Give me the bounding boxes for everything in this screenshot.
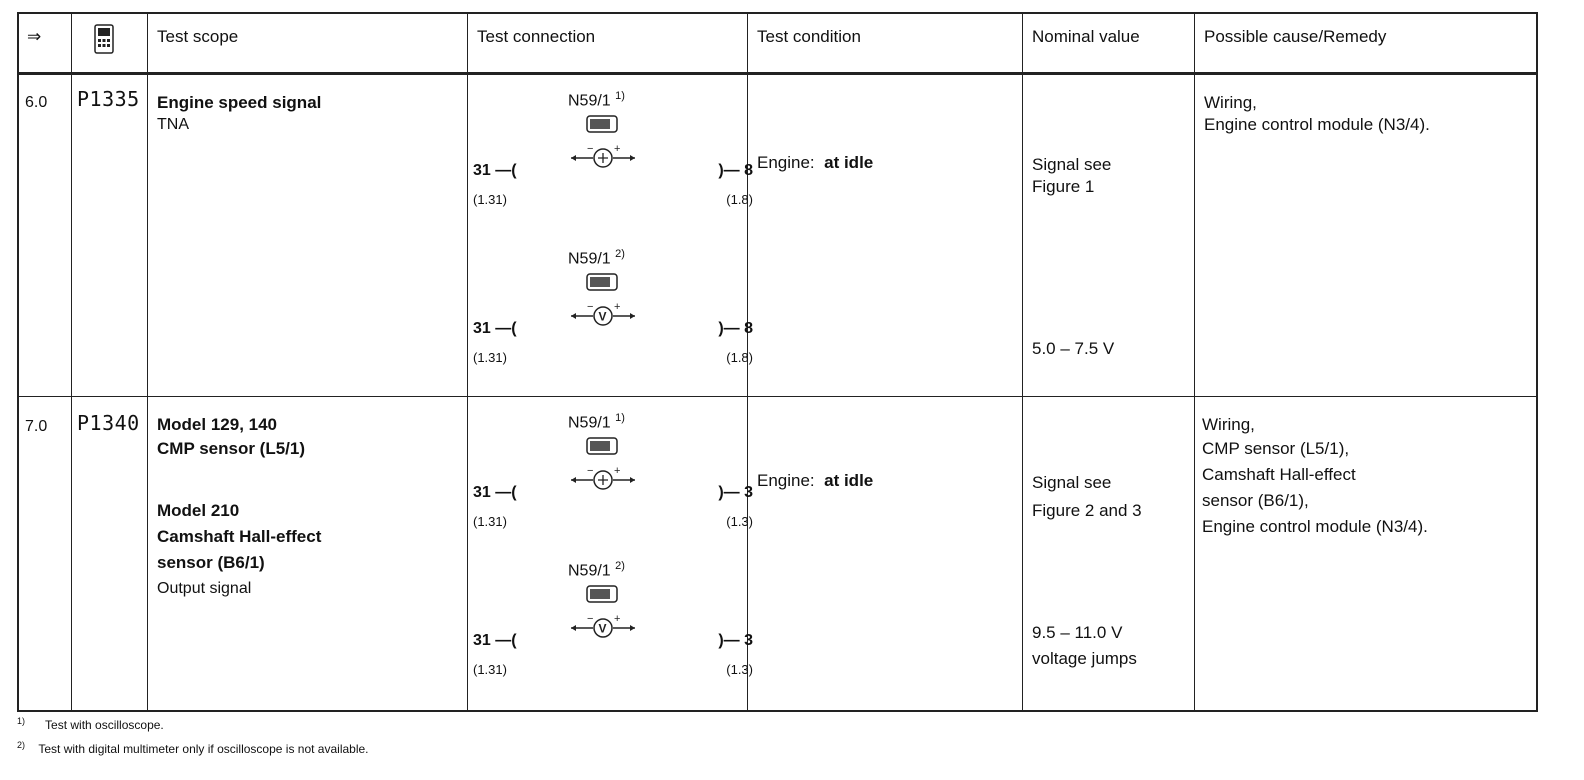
oscilloscope-icon [563, 112, 643, 172]
meter-label: N59/1 $^{1)}$ [568, 412, 625, 432]
step-number: 6.0 [25, 94, 48, 111]
nominal-voltage: 9.5 – 11.0 V [1032, 623, 1123, 642]
pin-left: 31 —( [473, 162, 517, 179]
fault-code: P1335 [77, 87, 140, 111]
socket-left: (1.31) [473, 514, 507, 529]
svg-text:−: − [587, 613, 594, 625]
socket-right: (1.8) [726, 350, 753, 365]
footnote: $^{1)}$ Test with oscilloscope. [17, 716, 164, 732]
test-scope-header: Test scope [157, 27, 239, 46]
col-divider [71, 14, 72, 710]
remedy-line: Wiring, [1202, 415, 1255, 434]
connection-diagram-oscilloscope [473, 412, 753, 532]
remedy-line: Camshaft Hall-effect [1202, 465, 1356, 484]
scope-title: Model 129, 140 [157, 415, 278, 434]
remedy-line: Engine control module (N3/4). [1204, 115, 1430, 134]
scope-title: Camshaft Hall-effect [157, 527, 322, 546]
svg-text:+: + [614, 613, 621, 625]
svg-text:+: + [614, 301, 621, 313]
connection-diagram-voltmeter [473, 248, 753, 368]
remedy-line: Engine control module (N3/4). [1202, 517, 1428, 536]
nominal-signal-label: Signal see [1032, 155, 1112, 174]
pin-right: )— 3 [718, 632, 753, 649]
meter-label: N59/1 $^{2)}$ [568, 560, 625, 580]
pin-left: 31 —( [473, 320, 517, 337]
scope-title: Engine speed signal [157, 93, 322, 112]
socket-left: (1.31) [473, 350, 507, 365]
test-condition: Engine: at idle [757, 153, 874, 172]
meter-label: N59/1 $^{2)}$ [568, 248, 625, 268]
step-number: 7.0 [25, 418, 48, 435]
scope-title: Model 210 [157, 501, 240, 520]
col-divider [1194, 14, 1195, 710]
socket-right: (1.3) [726, 662, 753, 677]
remedy-line: sensor (B6/1), [1202, 491, 1309, 510]
socket-right: (1.3) [726, 514, 753, 529]
col-divider [1022, 14, 1023, 710]
svg-text:−: − [587, 465, 594, 477]
socket-left: (1.31) [473, 662, 507, 677]
hand-held-tester-icon [94, 24, 114, 54]
test-condition: Engine: at idle [757, 471, 874, 490]
pin-right: )— 3 [718, 484, 753, 501]
scope-title: CMP sensor (L5/1) [157, 439, 306, 458]
pin-right: )— 8 [718, 320, 753, 337]
scope-detail: TNA [157, 116, 189, 133]
svg-text:+: + [614, 465, 621, 477]
svg-text:V: V [598, 309, 607, 324]
socket-left: (1.31) [473, 192, 507, 207]
row-divider [19, 396, 1536, 397]
connection-diagram-voltmeter [473, 560, 753, 680]
pin-right: )— 8 [718, 162, 753, 179]
test-condition-header: Test condition [757, 27, 861, 46]
svg-text:−: − [587, 301, 594, 313]
nominal-signal-figure: Figure 2 and 3 [1032, 501, 1142, 520]
remedy-header: Possible cause/Remedy [1204, 27, 1387, 46]
test-connection-header: Test connection [477, 27, 596, 46]
fault-code: P1340 [77, 411, 140, 435]
col-divider [147, 14, 148, 710]
nominal-signal-figure: Figure 1 [1032, 177, 1095, 196]
connection-diagram-oscilloscope [473, 90, 753, 210]
remedy-line: Wiring, [1204, 93, 1257, 112]
header-divider [19, 72, 1536, 75]
socket-right: (1.8) [726, 192, 753, 207]
arrow-header: ⇒ [27, 27, 42, 46]
remedy-line: CMP sensor (L5/1), [1202, 439, 1350, 458]
voltmeter-icon [563, 270, 643, 330]
svg-text:−: − [587, 143, 594, 155]
svg-text:+: + [614, 143, 621, 155]
diagnostic-table [17, 12, 1538, 712]
nominal-value-header: Nominal value [1032, 27, 1140, 46]
voltmeter-icon [563, 582, 643, 642]
scope-title: sensor (B6/1) [157, 553, 265, 572]
scope-detail: Output signal [157, 580, 252, 597]
footnote: $^{2)}$ Test with digital multimeter only if oscilloscope is not available. [17, 740, 369, 756]
col-divider [467, 14, 468, 710]
svg-text:V: V [598, 621, 607, 636]
meter-label: N59/1 $^{1)}$ [568, 90, 625, 110]
pin-left: 31 —( [473, 484, 517, 501]
nominal-signal-label: Signal see [1032, 473, 1112, 492]
oscilloscope-icon [563, 434, 643, 494]
nominal-voltage: 5.0 – 7.5 V [1032, 339, 1115, 358]
nominal-note: voltage jumps [1032, 649, 1137, 668]
pin-left: 31 —( [473, 632, 517, 649]
